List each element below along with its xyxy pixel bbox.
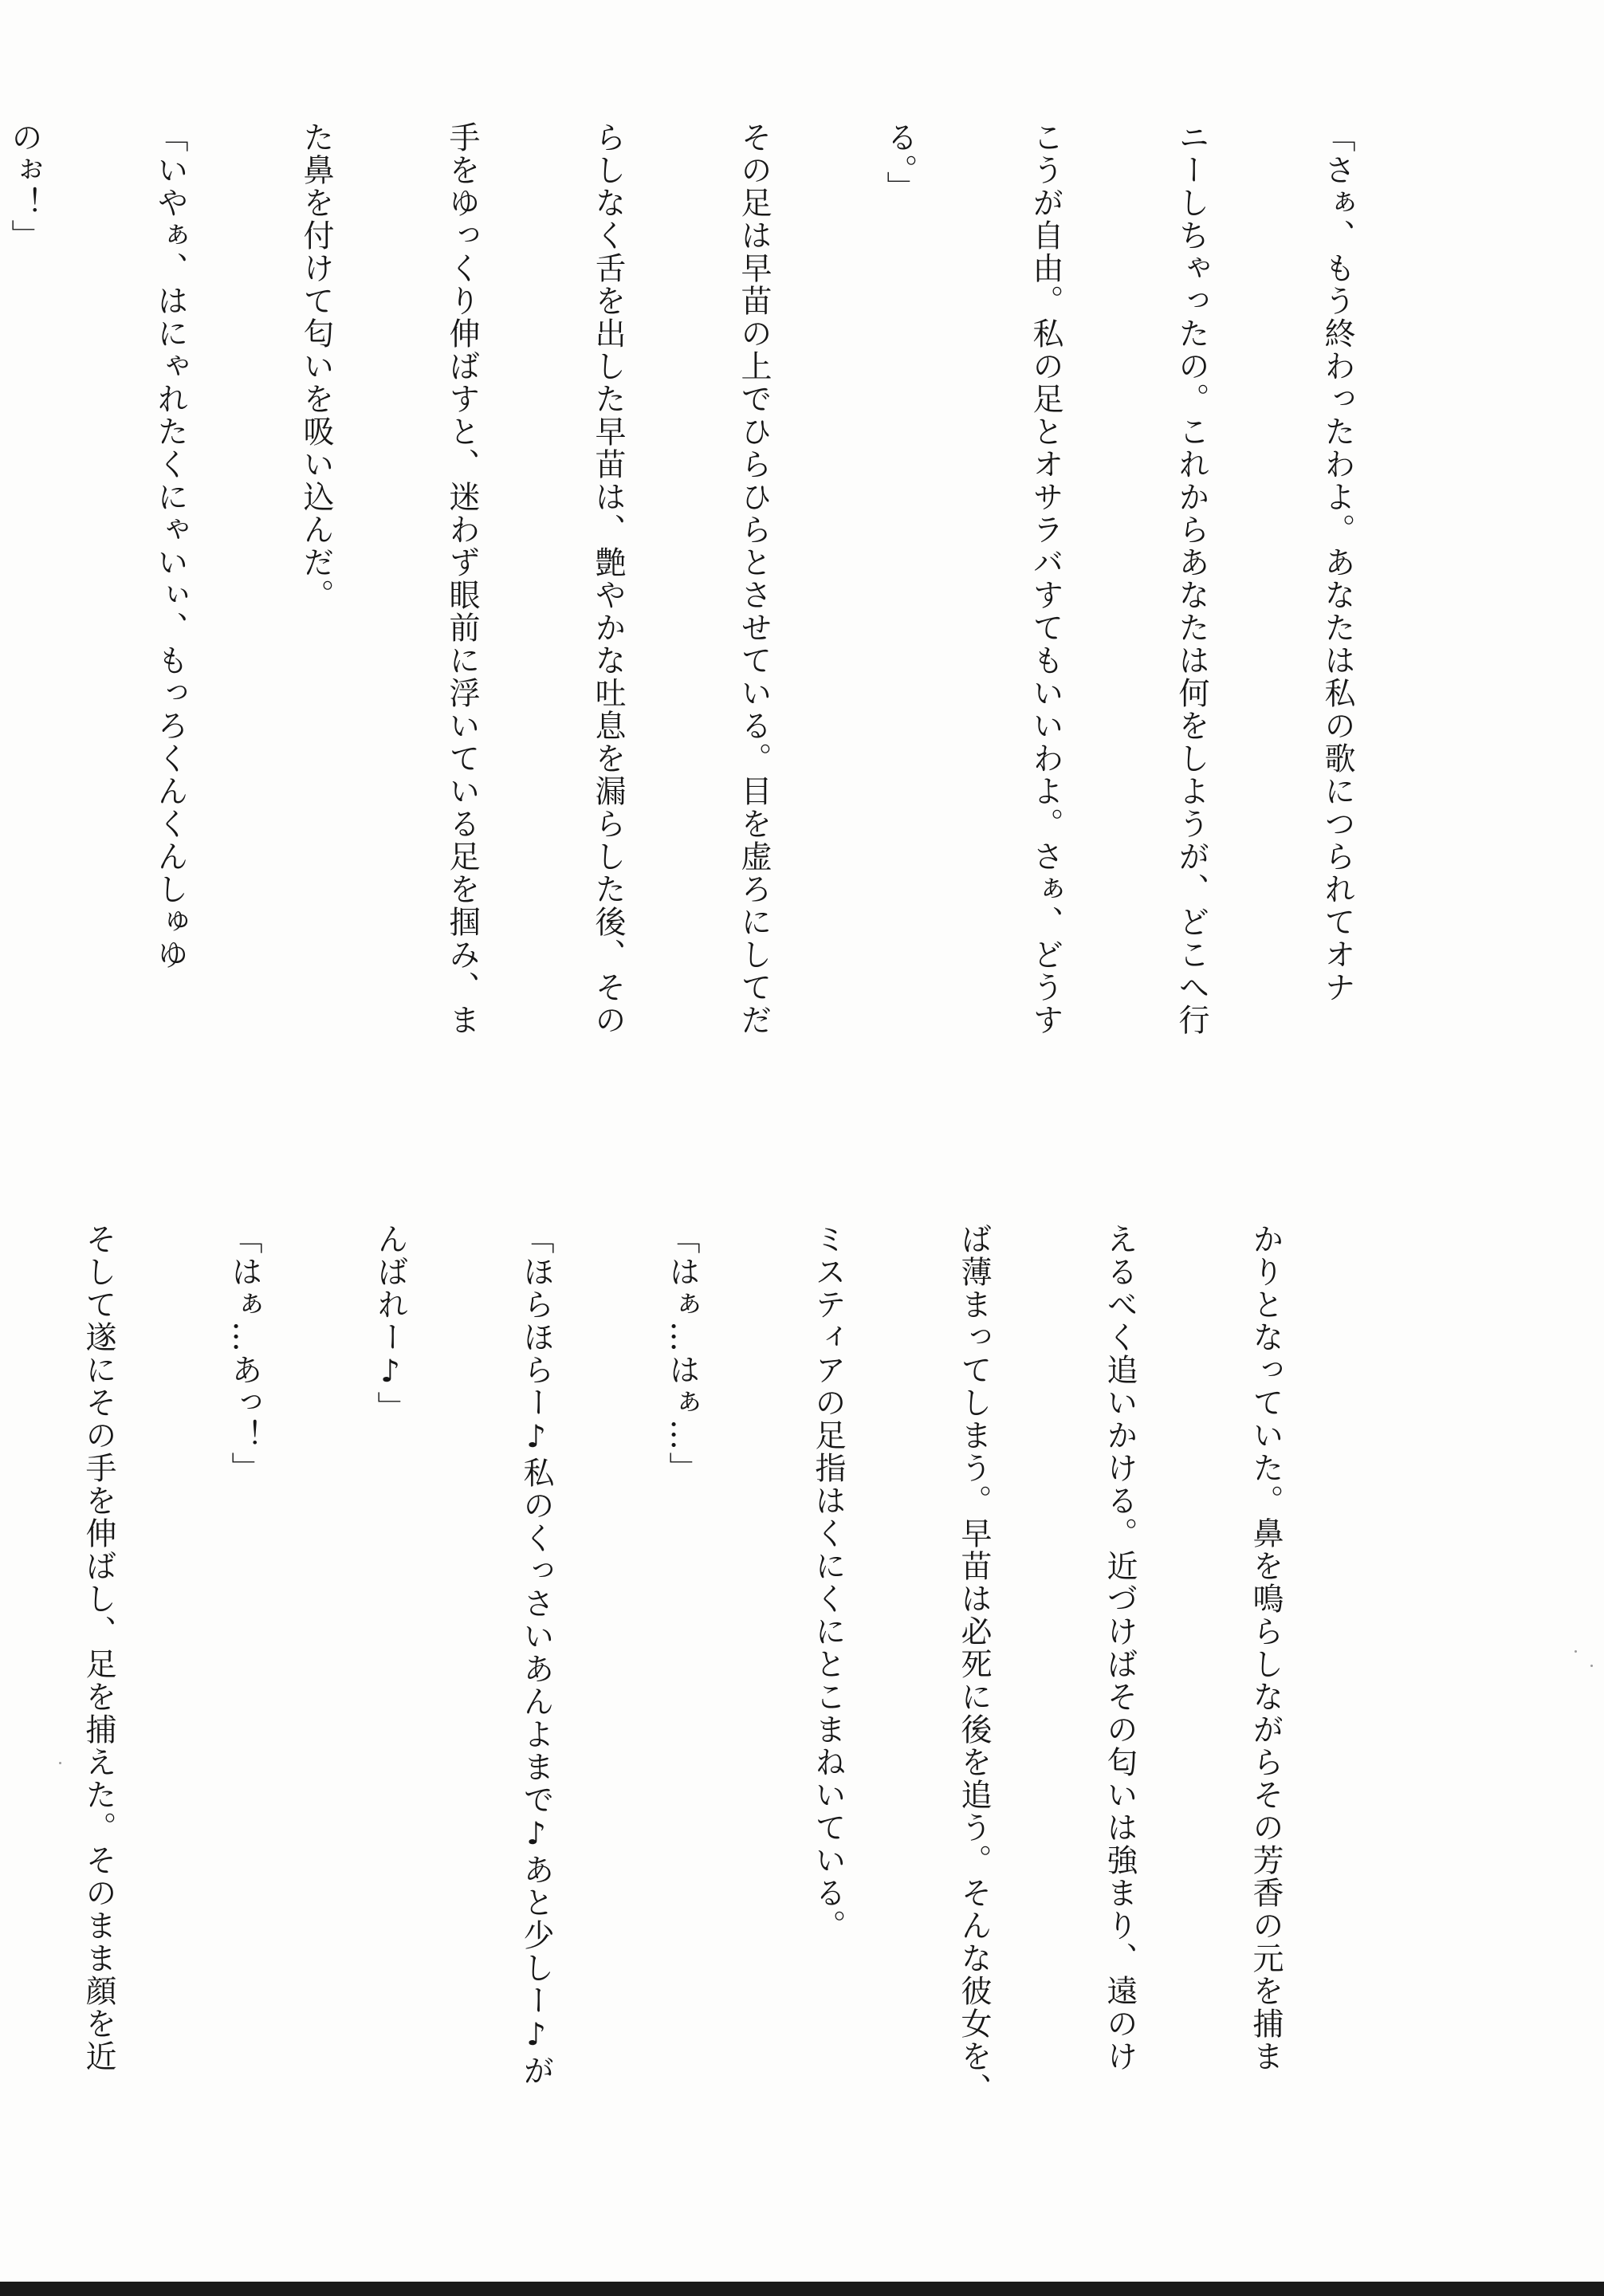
text-column: のぉ！」 [6,121,42,252]
scan-speck [1590,1665,1593,1667]
scan-speck [59,1762,61,1764]
text-column: えるべく追いかける。近づけばその匂いは強まり、遠のけ [1102,1223,1138,2073]
text-column: そして遂にその手を伸ばし、足を捕えた。そのまま顔を近 [81,1223,116,2073]
text-column: 「いやぁ、はにゃれたくにゃいぃ、もっろくんくんしゅゆ [152,121,188,971]
lower-text-block [0,1223,1387,2196]
text-column: 「はぁ…あっ！」 [226,1223,262,1484]
text-column: ニーしちゃったの。これからあなたは何をしようが、どこへ行 [1174,121,1209,1036]
text-column: た鼻を付けて匂いを吸い込んだ。 [298,121,334,611]
text-column: んばれー♪」 [372,1223,408,1424]
text-column: ミスティアの足指はくにくにとこまねいている。 [810,1223,846,1942]
text-column: る。」 [882,121,918,204]
upper-text-block [0,121,1459,1094]
text-column: その足は早苗の上でひらひらとさせている。目を虚ろにしてだ [736,121,772,1036]
text-column: こうが自由。私の足とオサラバすてもいいわよ。さぁ、どうす [1028,121,1063,1036]
scan-speck [1575,1650,1577,1653]
scan-edge-bar [0,2282,1604,2296]
text-column: らしなく舌を出した早苗は、艶やかな吐息を漏らした後、その [590,121,626,1036]
text-column: 「ほらほらー♪私のくっさいあんよまで♪あと少しー♪が [518,1223,554,2087]
text-column: かりとなっていた。鼻を鳴らしながらその芳香の元を捕ま [1248,1223,1284,2073]
text-column: 「さぁ、もう終わったわよ。あなたは私の歌につられてオナ [1319,121,1355,1004]
text-column: ば薄まってしまう。早苗は必死に後を追う。そんな彼女を、 [956,1223,992,2105]
text-column: 「はぁ…はぁ…」 [664,1223,700,1484]
text-column: 手をゆっくり伸ばすと、迷わず眼前に浮いている足を掴み、ま [444,121,480,1036]
